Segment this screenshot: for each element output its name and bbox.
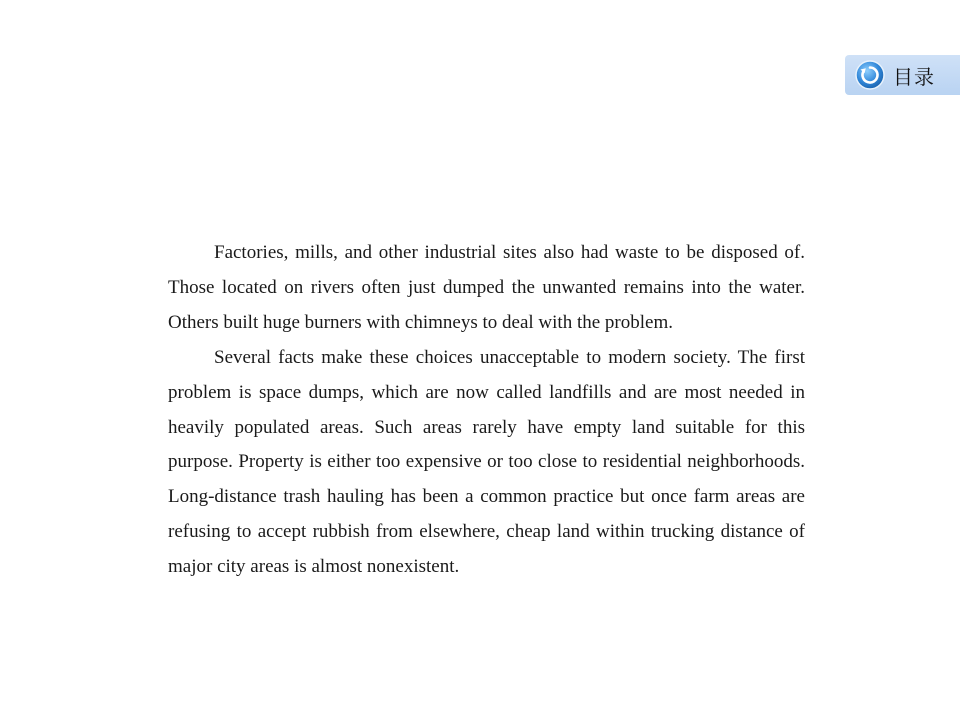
circular-arrow-icon — [855, 60, 885, 90]
article-body — [168, 236, 805, 585]
paragraph: Factories, mills, and other industrial sites also had waste to be disposed of. Those located on rivers often just dumped the unwanted remains into the water. Others built huge burners with chimneys to deal with the problem. — [168, 242, 805, 333]
table-of-contents-button[interactable] — [845, 55, 960, 95]
table-of-contents-label: 目录 — [893, 64, 935, 89]
paragraph: Several facts make these choices unacceptable to modern society. The first problem is space dumps, which are now called landfills and are most needed in heavily populated areas. Such areas rarely have empty land suitable for this purpose. Property is either too expensive or too close to residential neighborhoods. Long-distance trash hauling has been a common practice but once farm areas are refusing to accept rubbish from elsewhere, cheap land within trucking distance of major city areas is almost nonexistent. — [168, 346, 805, 578]
